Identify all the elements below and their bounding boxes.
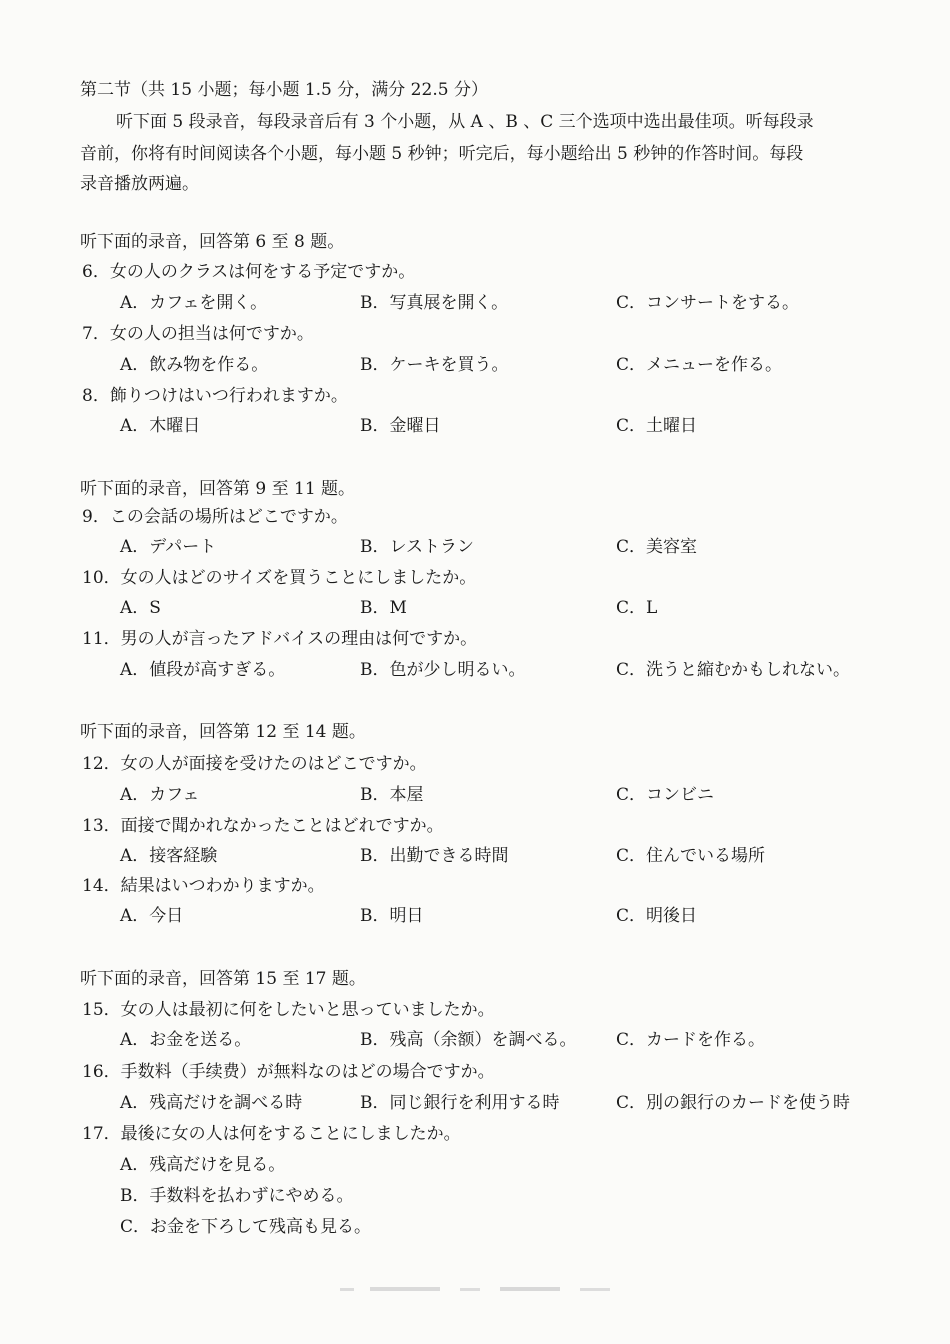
option-c: C．お金を下ろして残高も見る。 bbox=[120, 1217, 372, 1237]
option-c: C．コンビニ bbox=[616, 785, 715, 805]
option-c: C．土曜日 bbox=[616, 416, 698, 436]
option-c: C．L bbox=[616, 598, 658, 618]
option-c: C．洗うと縮むかもしれない。 bbox=[616, 660, 851, 680]
option-b: B．ケーキを買う。 bbox=[360, 355, 509, 375]
option-b: B．出勤できる時間 bbox=[360, 846, 509, 866]
option-a: A．今日 bbox=[120, 906, 184, 926]
question-text: 7．女の人の担当は何ですか。 bbox=[82, 324, 314, 344]
option-a: A．接客経験 bbox=[120, 846, 218, 866]
option-a: A．残高だけを見る。 bbox=[120, 1155, 286, 1175]
option-c: C．カードを作る。 bbox=[616, 1030, 766, 1050]
option-b: B．残高（余额）を調べる。 bbox=[360, 1030, 577, 1050]
group-heading: 听下面的录音，回答第 9 至 11 题。 bbox=[80, 479, 356, 499]
question-text: 13．面接で聞かれなかったことはどれですか。 bbox=[82, 816, 444, 836]
option-a: A．お金を送る。 bbox=[120, 1030, 252, 1050]
option-b: B．金曜日 bbox=[360, 416, 441, 436]
question-text: 6．女の人のクラスは何をする予定ですか。 bbox=[82, 262, 416, 282]
option-b: B．手数料を払わずにやめる。 bbox=[120, 1186, 354, 1206]
question-text: 12．女の人が面接を受けたのはどこですか。 bbox=[82, 754, 427, 774]
option-a: A．木曜日 bbox=[120, 416, 201, 436]
group-heading: 听下面的录音，回答第 12 至 14 题。 bbox=[80, 722, 366, 742]
question-text: 9．この会話の場所はどこですか。 bbox=[82, 507, 348, 527]
group-heading: 听下面的录音，回答第 15 至 17 题。 bbox=[80, 969, 366, 989]
option-b: B．明日 bbox=[360, 906, 424, 926]
option-a: A．カフェを開く。 bbox=[120, 293, 268, 313]
option-c: C．明後日 bbox=[616, 906, 698, 926]
option-b: B．レストラン bbox=[360, 537, 474, 557]
option-b: B．色が少し明るい。 bbox=[360, 660, 526, 680]
question-text: 10．女の人はどのサイズを買うことにしましたか。 bbox=[82, 568, 477, 588]
question-text: 16．手数料（手续费）が無料なのはどの場合ですか。 bbox=[82, 1062, 495, 1082]
section-title: 第二节（共 15 小题；每小题 1.5 分，满分 22.5 分） bbox=[80, 80, 488, 100]
question-text: 8．飾りつけはいつ行われますか。 bbox=[82, 386, 348, 406]
question-text: 17．最後に女の人は何をすることにしましたか。 bbox=[82, 1124, 461, 1144]
option-c: C．メニューを作る。 bbox=[616, 355, 783, 375]
question-text: 15．女の人は最初に何をしたいと思っていましたか。 bbox=[82, 1000, 495, 1020]
option-b: B．同じ銀行を利用する時 bbox=[360, 1093, 560, 1113]
question-text: 14．結果はいつわかりますか。 bbox=[82, 876, 325, 896]
option-a: A．カフェ bbox=[120, 785, 200, 805]
option-c: C．美容室 bbox=[616, 537, 698, 557]
intro-line-1: 听下面 5 段录音，每段录音后有 3 个小题，从 A 、B 、C 三个选项中选出最佳项。听每段录 bbox=[116, 112, 814, 132]
option-a: A．飲み物を作る。 bbox=[120, 355, 269, 375]
option-c: C．別の銀行のカードを使う時 bbox=[616, 1093, 851, 1113]
option-c: C．コンサートをする。 bbox=[616, 293, 800, 313]
option-a: A．残高だけを調べる時 bbox=[120, 1093, 303, 1113]
faded-footer bbox=[340, 1284, 620, 1294]
option-a: A．値段が高すぎる。 bbox=[120, 660, 286, 680]
option-c: C．住んでいる場所 bbox=[616, 846, 766, 866]
group-heading: 听下面的录音，回答第 6 至 8 题。 bbox=[80, 232, 345, 252]
question-text: 11．男の人が言ったアドバイスの理由は何ですか。 bbox=[82, 629, 478, 649]
intro-line-3: 录音播放两遍。 bbox=[80, 174, 199, 194]
option-b: B．M bbox=[360, 598, 407, 618]
intro-line-2: 音前，你将有时间阅读各个小题，每小题 5 秒钟；听完后，每小题给出 5 秒钟的作答时间。每段 bbox=[80, 144, 804, 164]
footer-smudge bbox=[340, 1284, 620, 1294]
option-b: B．写真展を開く。 bbox=[360, 293, 509, 313]
option-a: A．デパート bbox=[120, 537, 217, 557]
option-b: B．本屋 bbox=[360, 785, 424, 805]
option-a: A．S bbox=[120, 598, 161, 618]
